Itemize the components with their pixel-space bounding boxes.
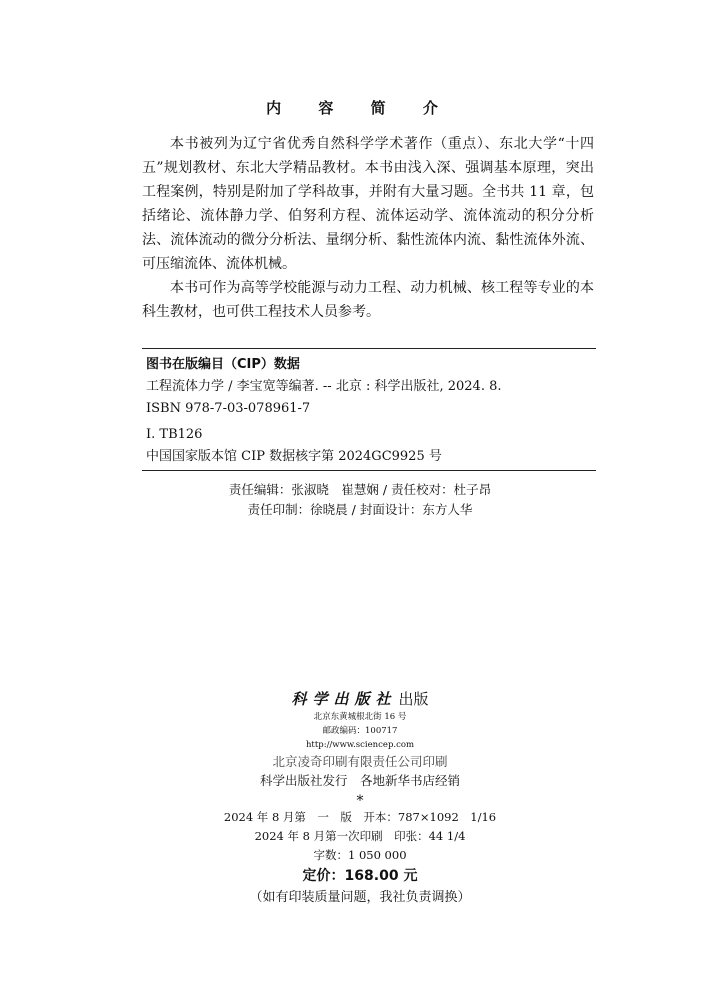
cip-classification: Ⅰ. TB126 (146, 427, 203, 442)
price: 定价：168.00 元 (302, 868, 418, 884)
publisher-website: http://www.sciencep.com (305, 740, 415, 750)
publisher-suffix: 出版 (398, 690, 429, 708)
quality-notice: （如有印装质量问题，我社负责调换） (249, 890, 471, 905)
publisher-block (0, 688, 720, 909)
distribution: 科学出版社发行 各地新华书店经销 (259, 773, 460, 788)
cip-title-line: 工程流体力学 / 李宝宽等编著. -- 北京 : 科学出版社, 2024. 8. (146, 379, 502, 394)
publisher-name (0, 688, 720, 710)
separator-star: * (356, 793, 364, 809)
credits-block (0, 480, 720, 520)
intro-text (142, 132, 594, 324)
credits-production: 责任印制：徐晓晨 / 封面设计：东方人华 (247, 502, 473, 517)
cip-record-number: 中国国家版本馆 CIP 数据核字第 2024GC9925 号 (146, 449, 442, 464)
cip-top-rule (142, 348, 596, 349)
cip-block (146, 354, 594, 468)
edition-info: 2024 年 8 月第 一 版 开本：787×1092 1/16 (223, 810, 497, 824)
publisher-address: 北京东黄城根北街 16 号 (313, 712, 407, 722)
cip-heading: 图书在版编目（CIP）数据 (146, 357, 300, 372)
intro-paragraph-1: 本书被列为辽宁省优秀自然科学学术著作（重点）、东北大学“十四五”规划教材、东北大学精品教材。本书由浅入深、强调基本原理，突出工程案例，特别是附加了学科故事，并附有大量习题。全书共 11 章，包括绪论、流体静力学、伯努利方程、流体运动学、流体流动的积分分析法、流体流动的微分分析法、量纲分析、黏性流体内流、黏性流体外流、可压缩流体、流体机械。 (142, 136, 594, 272)
printing-info: 2024 年 8 月第一次印刷 印张：44 1/4 (254, 829, 466, 843)
intro-paragraph-2: 本书可作为高等学校能源与动力工程、动力机械、核工程等专业的本科生教材，也可供工程技术人员参考。 (142, 280, 594, 320)
printer: 北京凌奇印刷有限责任公司印刷 (272, 754, 448, 769)
cip-bottom-rule (142, 470, 596, 471)
publisher-postcode: 邮政编码：100717 (322, 726, 398, 736)
intro-title: 内 容 简 介 (266, 99, 454, 117)
credits-editors: 责任编辑：张淑晓 崔慧娴 / 责任校对：杜子昂 (228, 482, 492, 497)
word-count: 字数：1 050 000 (313, 848, 407, 862)
cip-isbn: ISBN 978-7-03-078961-7 (146, 401, 311, 416)
publisher-logo: 科学出版社 (291, 690, 397, 708)
